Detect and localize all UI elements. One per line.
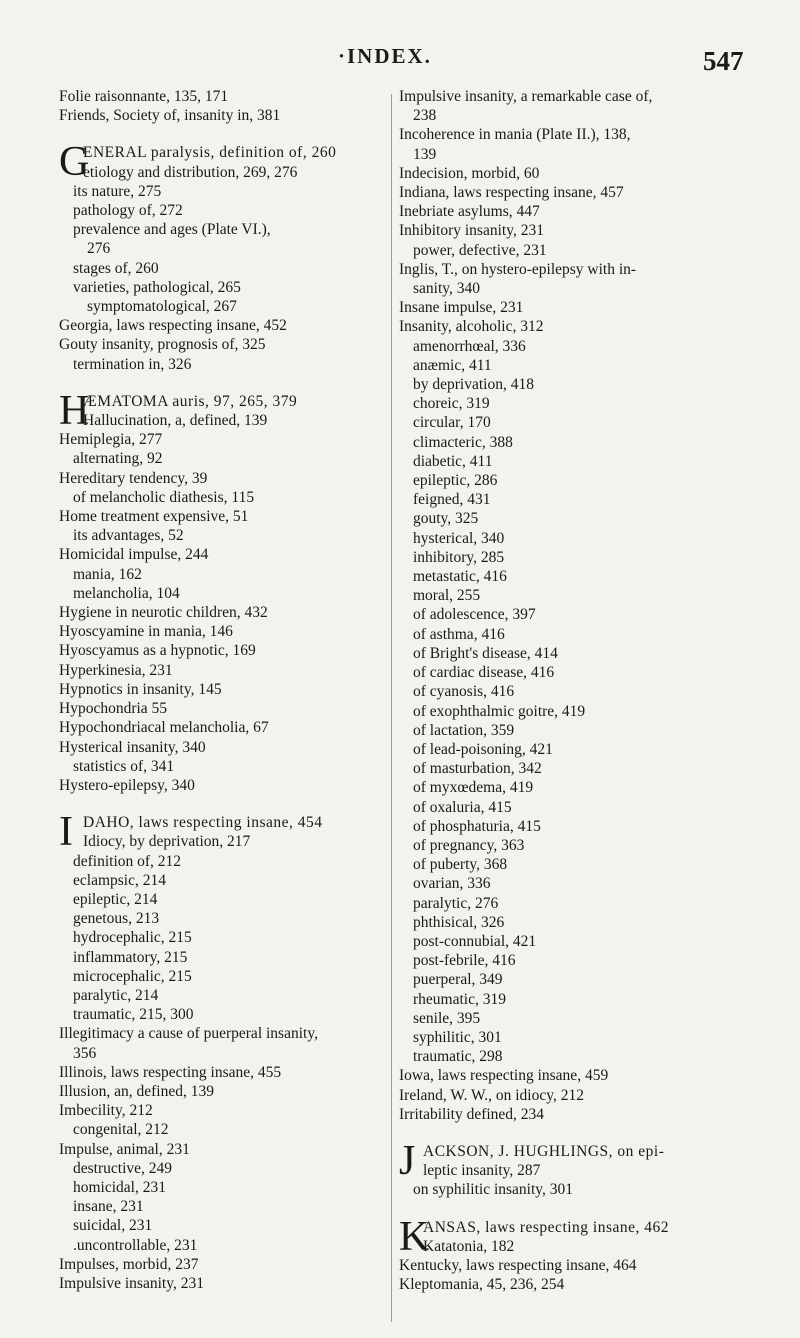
section-g [59, 139, 399, 373]
index-entry: Gouty insanity, prognosis of, 325 [59, 336, 266, 354]
index-entry: inflammatory, 215 [73, 948, 188, 966]
index-entry: Iowa, laws respecting insane, 459 [399, 1067, 609, 1085]
entry-line: ANSAS, laws respecting insane, 462 [423, 1218, 670, 1236]
entries-k [399, 1256, 744, 1294]
index-entry: of cardiac disease, 416 [413, 664, 555, 682]
index-entry: termination in, 326 [73, 355, 192, 373]
index-entry: diabetic, 411 [413, 452, 493, 470]
index-entry: anæmic, 411 [413, 356, 492, 374]
index-entry: stages of, 260 [73, 259, 159, 277]
index-entry: eclampsic, 214 [73, 871, 166, 889]
index-entry: post-connubial, 421 [413, 932, 537, 950]
index-entry: rheumatic, 319 [413, 990, 506, 1008]
index-entry: hysterical, 340 [413, 529, 505, 547]
index-entry: Impulsive insanity, 231 [59, 1274, 204, 1292]
index-entry: its nature, 275 [73, 182, 162, 200]
entry-line: DAHO, laws respecting insane, 454 [83, 814, 323, 832]
index-entry: Folie raisonnante, 135, 171 [59, 88, 229, 105]
index-entry: Hyoscyamus as a hypnotic, 169 [59, 642, 256, 660]
index-entry: of lactation, 359 [413, 721, 515, 739]
index-entry: of oxaluria, 415 [413, 798, 512, 816]
index-entry: puerperal, 349 [413, 971, 503, 989]
section-k-head [399, 1213, 744, 1260]
index-entry: Hypochondriacal melancholia, 67 [59, 719, 269, 737]
index-entry: Friends, Society of, insanity in, 381 [59, 107, 281, 125]
index-entry: suicidal, 231 [73, 1217, 153, 1235]
index-entry: Homicidal impulse, 244 [59, 546, 209, 564]
index-entry: mania, 162 [73, 565, 142, 583]
index-entry: gouty, 325 [413, 510, 479, 528]
index-entry: Indiana, laws respecting insane, 457 [399, 184, 624, 202]
entry-line: ACKSON, J. HUGHLINGS, on epi- [423, 1142, 665, 1160]
index-entry: hydrocephalic, 215 [73, 929, 192, 947]
index-entry: traumatic, 215, 300 [73, 1006, 194, 1024]
entries-i [59, 852, 399, 1294]
index-entry: Indecision, morbid, 60 [399, 164, 540, 182]
index-entry: Insane impulse, 231 [399, 299, 524, 317]
entries-i-continued [399, 87, 744, 1124]
index-entry: of myxœdema, 419 [413, 779, 534, 797]
index-entry: amenorrhœal, 336 [413, 337, 526, 355]
index-entry: of asthma, 416 [413, 625, 505, 643]
index-entry: climacteric, 388 [413, 433, 513, 451]
entries-j [399, 1180, 744, 1199]
index-entry: traumatic, 298 [413, 1048, 503, 1066]
index-entry: Impulses, morbid, 237 [59, 1255, 199, 1273]
index-entry: varieties, pathological, 265 [73, 278, 241, 296]
dropcap-k: K [399, 1213, 430, 1260]
index-entry: Illinois, laws respecting insane, 455 [59, 1063, 282, 1081]
index-entry: circular, 170 [413, 414, 491, 432]
section-j [399, 1137, 744, 1200]
section-j-head [399, 1137, 744, 1184]
entry-line: leptic insanity, 287 [423, 1162, 541, 1180]
index-entry: microcephalic, 215 [73, 967, 192, 985]
index-entry: senile, 395 [413, 1009, 481, 1027]
index-entry: genetous, 213 [73, 910, 160, 928]
entry-line: etiology and distribution, 269, 276 [83, 163, 298, 181]
index-entry: Insanity, alcoholic, 312 [399, 318, 544, 336]
index-entry: Incoherence in mania (Plate II.), 138, [399, 126, 631, 144]
index-entry: epileptic, 286 [413, 472, 498, 490]
index-entry: phthisical, 326 [413, 913, 505, 931]
index-entry: insane, 231 [73, 1198, 144, 1216]
dropcap-i: I [59, 809, 73, 856]
index-entry: Hysterical insanity, 340 [59, 738, 206, 756]
index-entry: 139 [413, 145, 437, 163]
index-entry: post-febrile, 416 [413, 952, 516, 970]
index-entry: Georgia, laws respecting insane, 452 [59, 317, 287, 335]
dropcap-g: G [59, 139, 90, 186]
index-entry: of phosphaturia, 415 [413, 817, 541, 835]
index-entry: Illusion, an, defined, 139 [59, 1082, 214, 1100]
index-entry: pathology of, 272 [73, 202, 183, 220]
index-entry: of lead-poisoning, 421 [413, 740, 553, 758]
section-g-head [59, 139, 399, 186]
index-entry: destructive, 249 [73, 1159, 173, 1177]
index-entry: of melancholic diathesis, 115 [73, 488, 255, 506]
section-i-head [59, 809, 399, 856]
index-entry: Hyperkinesia, 231 [59, 661, 173, 679]
section-h-head [59, 387, 399, 434]
index-entry: Hyoscyamine in mania, 146 [59, 623, 233, 641]
left-column [59, 87, 399, 1293]
index-entry: ovarian, 336 [413, 875, 491, 893]
entry-line: Katatonia, 182 [423, 1237, 515, 1255]
index-entry: Inhibitory insanity, 231 [399, 222, 544, 240]
index-entry: of exophthalmic goitre, 419 [413, 702, 586, 720]
index-entry: Kentucky, laws respecting insane, 464 [399, 1256, 637, 1274]
index-entry: Irritability defined, 234 [399, 1105, 545, 1123]
dropcap-j: J [399, 1137, 416, 1184]
index-entry: Impulsive insanity, a remarkable case of, [399, 88, 653, 105]
index-entry: syphilitic, 301 [413, 1028, 502, 1046]
index-entry: Inebriate asylums, 447 [399, 203, 540, 221]
index-entry: choreic, 319 [413, 395, 490, 413]
index-entry: Hypochondria 55 [59, 700, 168, 718]
index-entry: by deprivation, 418 [413, 376, 534, 394]
index-entry: alternating, 92 [73, 450, 163, 468]
index-entry: Impulse, animal, 231 [59, 1140, 190, 1158]
index-entry: Hystero-epilepsy, 340 [59, 776, 195, 794]
index-entry: sanity, 340 [413, 280, 481, 298]
section-k [399, 1213, 744, 1295]
entries-g [59, 182, 399, 374]
index-entry: Home treatment expensive, 51 [59, 508, 249, 526]
index-entry: .uncontrollable, 231 [73, 1236, 198, 1254]
index-entry: of pregnancy, 363 [413, 836, 525, 854]
index-entry: of cyanosis, 416 [413, 683, 515, 701]
index-entry: 276 [87, 240, 111, 258]
index-entry: definition of, 212 [73, 852, 182, 870]
page-header [0, 38, 800, 74]
index-entry: of puberty, 368 [413, 856, 508, 874]
entries-h [59, 430, 399, 795]
entries-f [59, 87, 399, 125]
index-entry: feigned, 431 [413, 491, 491, 509]
entry-line: ENERAL paralysis, definition of, 260 [83, 144, 337, 162]
index-entry: power, defective, 231 [413, 241, 547, 259]
index-entry: Illegitimacy a cause of puerperal insanity, [59, 1025, 318, 1043]
index-entry: Inglis, T., on hystero-epilepsy with in- [399, 260, 637, 278]
index-entry: Hemiplegia, 277 [59, 431, 163, 449]
index-entry: paralytic, 214 [73, 986, 159, 1004]
index-entry: Ireland, W. W., on idiocy, 212 [399, 1086, 584, 1104]
index-entry: its advantages, 52 [73, 527, 184, 545]
running-title: ·INDEX. [338, 44, 432, 68]
index-entry: Kleptomania, 45, 236, 254 [399, 1276, 565, 1294]
right-column [399, 87, 744, 1294]
entry-line: Idiocy, by deprivation, 217 [83, 833, 251, 851]
index-entry: congenital, 212 [73, 1121, 169, 1139]
index-entry: 356 [73, 1044, 97, 1062]
index-entry: Hereditary tendency, 39 [59, 469, 208, 487]
section-i [59, 809, 399, 1293]
index-entry: inhibitory, 285 [413, 548, 505, 566]
index-entry: metastatic, 416 [413, 568, 507, 586]
index-entry: moral, 255 [413, 587, 481, 605]
index-entry: of adolescence, 397 [413, 606, 536, 624]
index-entry: Imbecility, 212 [59, 1102, 153, 1120]
entry-line: Hallucination, a, defined, 139 [83, 412, 268, 430]
index-entry: symptomatological, 267 [87, 298, 237, 316]
index-entry: 238 [413, 107, 437, 125]
index-entry: paralytic, 276 [413, 894, 499, 912]
index-entry: Hypnotics in insanity, 145 [59, 680, 222, 698]
index-entry: statistics of, 341 [73, 757, 175, 775]
section-h [59, 387, 399, 795]
index-entry: melancholia, 104 [73, 584, 180, 602]
index-entry: Hygiene in neurotic children, 432 [59, 604, 268, 622]
index-entry: of Bright's disease, 414 [413, 644, 558, 662]
index-entry: epileptic, 214 [73, 890, 158, 908]
dropcap-h: H [59, 387, 90, 434]
entry-line: ÆMATOMA auris, 97, 265, 379 [83, 392, 298, 410]
index-entry: of masturbation, 342 [413, 760, 542, 778]
page-number: 547 [703, 46, 744, 76]
index-entry: prevalence and ages (Plate VI.), [73, 221, 271, 239]
index-entry: homicidal, 231 [73, 1178, 166, 1196]
index-entry: on syphilitic insanity, 301 [413, 1181, 574, 1199]
